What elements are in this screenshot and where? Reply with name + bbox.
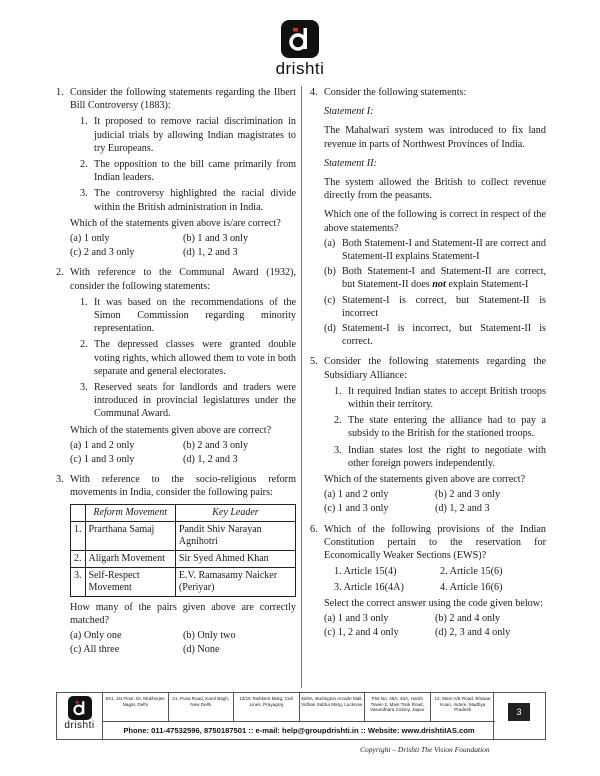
question-1 [56,86,296,259]
option-a[interactable]: (a) 1 and 2 only [70,439,135,451]
option-b[interactable]: (b) 2 and 3 only [435,489,501,501]
statement: 3. Reserved seats for landlords and traders were introduced in provincial legislatures under the Communal Award. [80,382,296,420]
question-number: 5. [310,356,318,368]
statement: 3. The controversy highlighted the racial divide within the British administration in India. [80,188,296,213]
option-c[interactable]: (c) 2 and 3 only [70,247,135,259]
options [324,612,546,639]
pairs-table [70,504,296,597]
right-column [310,86,546,646]
option-a[interactable]: (a) Both Statement-I and Statement-II are correct and Statement-II explains Statement-I [324,237,546,263]
statement-list [70,115,296,213]
left-column [56,86,296,664]
option-d[interactable]: (d) 1, 2 and 3 [435,503,490,515]
question-ask: Which of the statements given above are correct? [70,424,272,436]
statement-list [324,385,546,470]
option-a[interactable]: (a) 1 and 3 only [324,612,389,624]
movement-cell: Prarthana Samaj [85,521,175,550]
address-item: 45/6A, Burlington Arcade Mall, Vidhan Sabha Marg, Lucknow [300,693,366,721]
question-stem: With reference to the socio-religious reform movements in India, consider the following pairs: [70,474,296,499]
statement-list [70,296,296,421]
question-6 [310,523,546,640]
address-item: 641, 1st Floor, Dr. Mukherjee Nagar, Delhi [103,693,169,721]
question-stem: Consider the following statements: [324,87,467,98]
brand-name: drishti [64,720,95,731]
option-d[interactable]: (d) None [183,644,220,656]
question-3 [56,473,296,656]
column-header: Key Leader [175,504,295,521]
article-item: 4. Article 16(6) [440,581,503,593]
question-ask: Which of the statements given above is/are correct? [70,217,281,229]
question-stem: Which of the following provisions of the Indian Constitution pertain to the reservation for Economically Weaker Sections (EWS)? [324,523,546,562]
option-a[interactable]: (a) 1 and 2 only [324,489,389,501]
option-d[interactable]: (d) 2, 3 and 4 only [435,627,511,639]
option-c[interactable]: (c) Statement-I is correct, but Statement-II is incorrect [324,294,546,319]
option-b[interactable]: (b) Only two [183,630,236,642]
movement-cell: Aligarh Movement [85,550,175,567]
question-number: 1. [56,87,64,98]
table-row: 3. Self-Respect Movement E.V. Ramasamy Naicker (Periyar) [71,567,296,596]
leader-cell: Sir Syed Ahmed Khan [175,550,295,567]
statement-2-label: Statement II: [324,157,377,169]
table-header-row [71,504,296,521]
option-b[interactable]: (b) Both Statement-I and Statement-II are correct, but Statement-II does not explain Statement-I [324,266,546,291]
statement: 2. The state entering the alliance had to pay a subsidy to the British for the stationed troops. [334,415,546,440]
option-d[interactable]: (d) 1, 2 and 3 [183,247,238,259]
question-ask: Which of the statements given above are correct? [324,474,526,486]
option-c[interactable]: (c) 1 and 3 only [324,503,389,515]
brand-name: drishti [275,59,325,78]
options [70,439,296,466]
column-divider [301,86,302,688]
option-c[interactable]: (c) 1 and 3 only [70,454,135,466]
column-header: Reform Movement [85,504,175,521]
options [70,629,296,656]
table-row: 1. Prarthana Samaj Pandit Shiv Narayan Agnihotri [71,521,296,550]
question-number: 6. [310,523,318,535]
statement: 1. It proposed to remove racial discrimination in judicial trials by allowing Indian magistrates to try Europeans. [80,116,296,154]
footer-logo [57,693,103,739]
article-item: 1. Article 15(4) [334,566,397,578]
option-b[interactable]: (b) 2 and 3 only [183,439,249,451]
question-4 [310,86,546,348]
leader-cell: Pandit Shiv Narayan Agnihotri [175,521,295,550]
leader-cell: E.V. Ramasamy Naicker (Periyar) [175,567,295,596]
footer-bar [56,692,546,740]
option-a[interactable]: (a) 1 only [70,233,110,245]
options [70,232,296,259]
statement: 1. It required Indian states to accept British troops within their territory. [334,385,546,411]
options [324,488,546,515]
copyright: Copyright – Drishti The Vision Foundation [360,745,490,754]
question-ask: Select the correct answer using the code given below: [324,597,543,609]
statement: 2. The depressed classes were granted double voting rights, which allowed them to vote in both separate and general electorates. [80,339,296,377]
contact-line: Phone: 011-47532596, 8750187501 :: e-mail: help@groupdrishti.in :: Website: www.drishtiIAS.com [123,726,475,735]
option-d[interactable]: (d) Statement-I is incorrect, but Statement-II is correct. [324,323,546,348]
option-b[interactable]: (b) 1 and 3 only [183,233,249,245]
question-number: 3. [56,474,64,486]
option-c[interactable]: (c) All three [70,644,120,656]
option-b[interactable]: (b) 2 and 4 only [435,612,501,624]
page-number: 3 [508,703,530,721]
statement: 1. It was based on the recommendations of the Simon Commission regarding minority representation. [80,296,296,335]
question-stem: With reference to the Communal Award (1932), consider the following statements: [70,267,296,292]
question-number: 2. [56,267,64,279]
question-ask: How many of the pairs given above are correctly matched? [70,601,296,626]
header-logo [271,20,329,79]
article-item: 2. Article 15(6) [440,566,503,578]
address-item: 12, Main A/B Road, Bhawar Kuan, Indore, Madhya Pradesh [434,696,491,713]
question-2 [56,266,296,466]
article-item: 3. Article 16(4A) [334,581,404,593]
option-d[interactable]: (d) 1, 2 and 3 [183,454,238,466]
question-ask: Which one of the following is correct in respect of the above statements? [324,209,546,234]
statement-2: The system allowed the British to collect revenue directly from the peasants. [324,177,546,202]
logo-icon [281,20,319,58]
option-a[interactable]: (a) Only one [70,630,122,642]
question-5 [310,355,546,515]
statement-1: The Mahalwari system was introduced to fix land revenue in parts of Northwest Provinces of India. [324,125,546,150]
movement-cell: Self-Respect Movement [85,567,175,596]
statement-1-label: Statement I: [324,106,374,118]
question-stem: Consider the following statements regarding the Subsidiary Alliance: [324,356,546,381]
statement: 2. The opposition to the bill came primarily from Indian leaders. [80,159,296,184]
address-item: Plot No. 45A, 45A, Harsh Tower-2, Main Tonk Road, Vasundhara Colony, Jaipur [365,693,431,721]
address-item: 21, Pusa Road, Karol Bagh, New Delhi [169,693,235,721]
page-number-box [493,693,545,739]
article-list [324,565,546,593]
question-number: 4. [310,87,318,98]
question-stem: Consider the following statements regarding the Ilbert Bill Controversy (1883): [70,87,296,112]
statement: 3. Indian states lost the right to negotiate with other foreign powers independently. [334,444,546,469]
address-row [103,693,495,722]
option-c[interactable]: (c) 1, 2 and 4 only [324,627,399,639]
table-row: 2. Aligarh Movement Sir Syed Ahmed Khan [71,550,296,567]
address-item: 13/15 Tashkent Marg, Civil Lines, Prayagraj [234,693,300,721]
logo-icon [68,696,92,720]
